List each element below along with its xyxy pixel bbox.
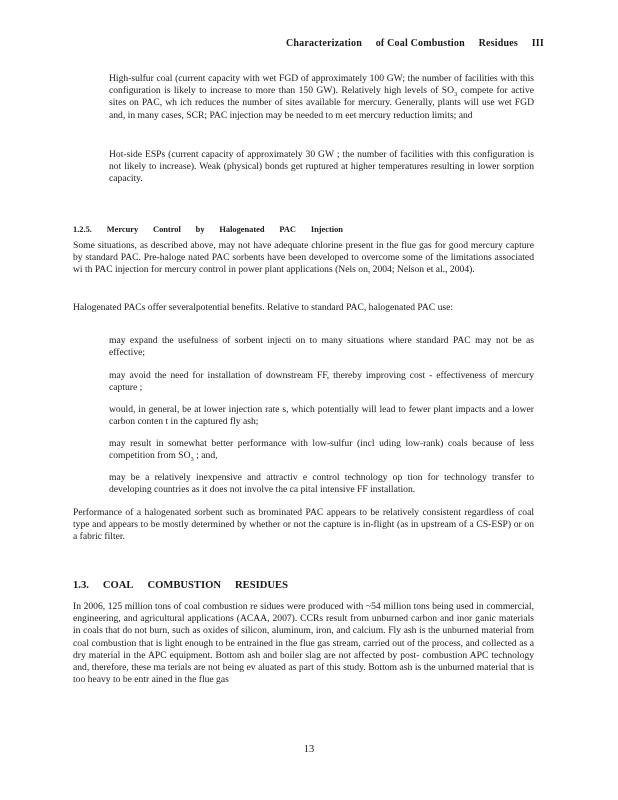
benefit-item [109,472,534,496]
header-title-part3: Residues [478,38,518,49]
benefit-text: ; and, [193,450,218,462]
bullet-text: ; the number of facilities with this configuration is not likely to increase). Weak (physical) bonds get ruptured at higher temperatures resulting in lower sorption capacity. [109,149,534,185]
benefit-text: would, in general, be at lower injection rate s, which potentially will lead to fewer plant impacts and a lower carbon conten t in the captured fly ash; [109,404,534,428]
subsection-word: Injection [310,225,343,234]
page-number: 13 [303,744,315,755]
benefit-item [109,404,534,428]
subsection-word: Halogenated [219,225,265,234]
section-number: 1.3. [73,580,89,591]
subsection-word: Control [153,225,181,234]
benefit-text: may result in somewhat better performance with low-sulfur (incl uding low-rank) coals because of less competition from SO [109,438,534,462]
section-word: COMBUSTION [147,580,222,591]
subsection-number: 1.2.5. [73,225,92,234]
subsection-word: Mercury [106,225,139,234]
bullet-high-sulfur [109,73,534,122]
section-heading [73,580,288,591]
benefit-item [109,335,534,359]
benefit-text: may expand the usefulness of sorbent injecti on to many situations where standard PAC may not be as effective; [109,335,534,359]
benefit-item [109,370,534,394]
bullet-text: Hot-side ESPs (current capacity of approximately 30 GW [109,149,335,160]
header-title-part1: Characterization [286,38,362,49]
header-title-part4: III [531,38,544,49]
subscript: 3 [454,91,458,99]
section-word: COAL [102,580,134,591]
subscript: 3 [190,456,194,464]
benefit-text: may avoid the need for installation of downstream FF, thereby improving cost - effectiveness of mercury capture ; [109,370,534,394]
bullet-hot-side-esp [109,149,534,186]
paragraph-benefits-intro: Halogenated PACs offer severalpotential benefits. Relative to standard PAC, halogenated PAC use: [73,302,454,313]
subsection-word: by [195,225,205,234]
paragraph-situations: Some situations, as described above, may not have adequate chlorine present in the flue gas for good mercury capture by standard PAC. Pre-haloge nated PAC sorbents have been developed to overcome some of the limitations associated wi th PAC injection for mercury control in power plant applications (Nels on, 2004; Nelson et al., 2004). [73,240,534,276]
subsection-word: PAC [279,225,296,234]
running-header [286,38,544,49]
benefit-item [109,438,534,462]
bullet-text: compete for active sites on PAC, wh ich reduces the number of sites available for mercury. Generally, plants will use wet FGD and, in many cases, SCR; PAC injection may be needed to m eet mercury reduction limits; and [109,85,535,121]
section-word: RESIDUES [234,580,288,591]
paragraph-ccr: In 2006, 125 million tons of coal combustion re sidues were produced with ~54 million tons being used in commercial, engineering, and agricultural applications (ACAA, 2007). CCRs result from unburned carbon and inor ganic materials in coals that do not burn, such as oxides of silicon, aluminum, iron, and calcium. Fly ash is the unburned material from coal combustion that is light enough to be entrained in the flue gas stream, carried out of the process, and collected as a dry material in the APC equipment. Bottom ash and boiler slag are not affected by post- combustion APC technology and, therefore, these ma terials are not being ev aluated as part of this study. Bottom ash is the unburned material that is too heavy to be entr ained in the flue gas [73,601,534,686]
paragraph-performance: Performance of a halogenated sorbent such as brominated PAC appears to be relatively consistent regardless of coal type and appears to be mostly determined by whether or not the capture is in-flight (as in upstream of a CS-ESP) or on a fabric filter. [73,507,534,543]
header-title-part2: of Coal Combustion [375,38,465,49]
benefit-text: may be a relatively inexpensive and attractiv e control technology op tion for technology transfer to developing countries as it does not involve the ca pital intensive FF installation. [109,472,534,496]
subsection-heading [73,225,343,234]
bullet-text: High-sulfur coal (current capacity with wet FGD of approximately 100 GW; the number of facilities with this configuration is likely to increase to more than 150 GW). Relatively high levels of SO [109,73,534,97]
